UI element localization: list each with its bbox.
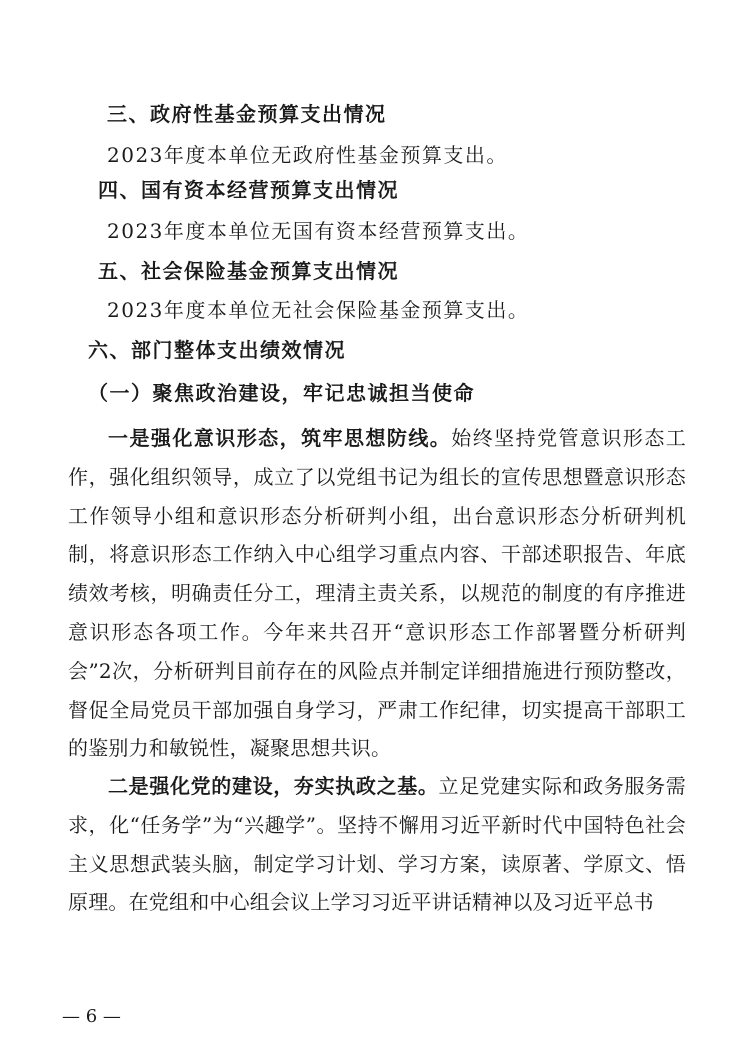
section-3-heading: 三、政府性基金预算支出情况 [107,102,387,126]
section-6-subheading-1: （一）聚焦政治建设，牢记忠诚担当使命 [88,381,475,405]
section-4-heading: 四、国有资本经营预算支出情况 [98,178,399,202]
section-3-text: 2023年度本单位无政府性基金预算支出。 [107,143,508,167]
section-6-heading: 六、部门整体支出绩效情况 [88,338,346,362]
section-5-text: 2023年度本单位无社会保险基金预算支出。 [107,298,530,322]
section-5-heading: 五、社会保险基金预算支出情况 [98,259,399,283]
section-4-text: 2023年度本单位无国有资本经营预算支出。 [107,219,530,243]
page-number: — 6 — [62,1006,121,1027]
paragraph-ideology-body: 始终坚持党管意识形态工作，强化组织领导，成立了以党组书记为组长的宣传思想暨意识形态工作领导小组和意识形态分析研判小组，出台意识形态分析研判机制，将意识形态工作纳入中心组学习重点内容、干部述职报告、年底绩效考核，明确责任分工，理清主责关系，以规范的制度的有序推进意识形态各项工作。今年来共召开“意识形态工作部署暨分析研判会”2次，分析研判目前存在的风险点并制定详细措施进行预防整改，督促全局党员干部加强自身学习，严肃工作纪律，切实提高干部职工的鉴别力和敏锐性，凝聚思想共识。 [68,426,687,761]
paragraph-ideology-lead: 一是强化意识形态，筑牢思想防线。 [108,426,452,450]
paragraph-party-building [68,767,686,922]
paragraph-party-building-lead: 二是强化党的建设，夯实执政之基。 [108,774,439,798]
paragraph-ideology [68,419,686,768]
paragraph-party-building-body: 立足党建实际和政务服务需求，化“任务学”为“兴趣学”。坚持不懈用习近平新时代中国特色社会主义思想武装头脑，制定学习计划、学习方案，读原著、学原文、悟原理。在党组和中心组会议上学习习近平讲话精神以及习近平总书 [68,774,686,915]
